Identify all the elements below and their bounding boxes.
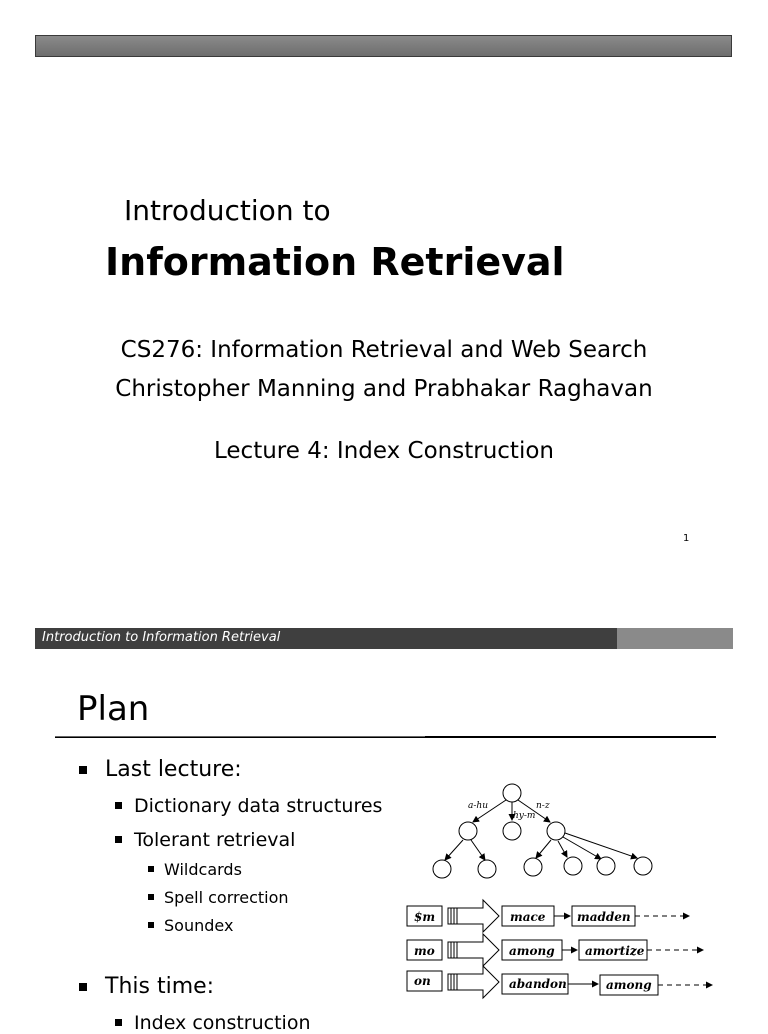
square-bullet-icon [148,866,154,872]
slide2-header-accent [617,628,733,649]
posting-term: among [606,978,652,992]
kgram-key: mo [414,944,435,958]
tree-label-a-hu: a-hu [468,801,488,811]
posting-term: abandon [509,977,567,991]
square-bullet-icon [115,836,122,843]
slide2-title: Plan [77,689,150,729]
slide1-lecture: Lecture 4: Index Construction [214,438,554,464]
kgram-key: $m [414,910,436,924]
square-bullet-icon [79,766,87,774]
tree-label-hy-m: hy-m [513,811,536,821]
square-bullet-icon [115,802,122,809]
posting-term: mace [510,910,546,924]
slide2-header-text: Introduction to Information Retrieval [42,630,281,645]
tree-label-n-z: n-z [536,801,550,811]
posting-term: amortize [585,944,645,958]
slide1-course: CS276: Information Retrieval and Web Search [120,337,648,363]
bullet-spell: Spell correction [148,888,289,907]
slide1-title: Information Retrieval [105,240,565,284]
bullet-wildcards: Wildcards [148,860,242,879]
slide1-page-number: 1 [683,533,690,544]
slide1-authors: Christopher Manning and Prabhakar Raghavan [115,376,653,402]
slide2-title-rule-highlight [55,736,425,737]
square-bullet-icon [79,983,87,991]
square-bullet-icon [148,922,154,928]
square-bullet-icon [148,894,154,900]
posting-term: among [509,944,555,958]
bullet-dictionary: Dictionary data structures [115,795,382,817]
slide1-top-bar [35,35,732,57]
slide1-intro: Introduction to [124,194,331,227]
square-bullet-icon [115,1019,122,1026]
bullet-index-construction: Index construction [115,1012,311,1034]
bullet-this-time: This time: [79,974,214,999]
dictionary-diagram [405,780,725,1024]
kgram-key: on [414,974,431,988]
bullet-tolerant: Tolerant retrieval [115,829,295,851]
posting-term: madden [577,910,631,924]
bullet-last-lecture: Last lecture: [79,757,242,782]
bullet-soundex: Soundex [148,916,233,935]
